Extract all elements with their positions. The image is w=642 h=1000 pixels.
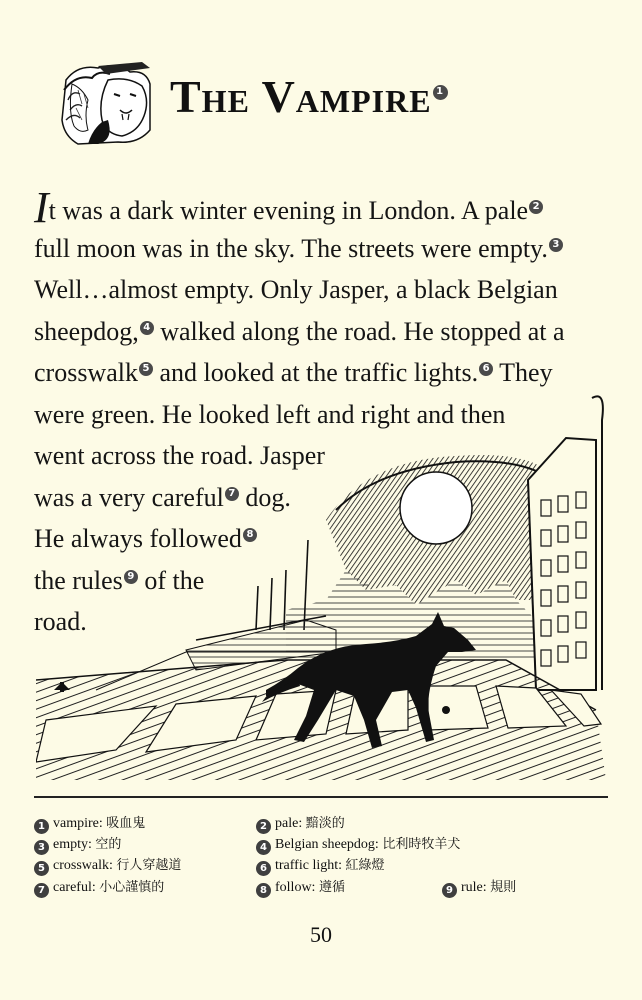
story-text-segment: road. bbox=[34, 607, 87, 636]
footnote-item bbox=[442, 876, 516, 898]
footnote-number: 6 bbox=[256, 861, 271, 876]
footnote-term: rule: bbox=[461, 880, 487, 895]
footnote-item bbox=[256, 812, 345, 834]
chapter-title-text: The Vampire bbox=[170, 71, 432, 122]
footnote-translation: 紅綠燈 bbox=[345, 858, 385, 873]
story-line bbox=[34, 311, 614, 353]
drop-cap: I bbox=[34, 183, 49, 232]
footnote-marker: 9 bbox=[124, 570, 138, 584]
story-text-segment: was a very careful bbox=[34, 482, 224, 512]
footnote-marker: 3 bbox=[549, 238, 563, 252]
footnote-number: 2 bbox=[256, 819, 271, 834]
story-text-segment: full moon was in the sky. The streets were empty. bbox=[34, 233, 548, 263]
footnote-number: 1 bbox=[34, 819, 49, 834]
footnote-item bbox=[256, 833, 460, 855]
story-text-segment: the rules bbox=[34, 565, 123, 595]
footnote-marker: 7 bbox=[225, 487, 239, 501]
footnote-translation: 比利時牧羊犬 bbox=[382, 837, 461, 852]
story-text-segment: sheepdog, bbox=[34, 316, 139, 346]
story-text-segment: dog. bbox=[238, 482, 291, 512]
footnote-term: traffic light: bbox=[275, 858, 342, 873]
story-text-segment: t was a dark winter evening in London. A pale bbox=[48, 196, 529, 225]
footnote-translation: 遵循 bbox=[318, 880, 345, 895]
footnote-marker: 5 bbox=[139, 362, 153, 376]
footnote-translation: 吸血鬼 bbox=[106, 816, 146, 831]
footnote-term: vampire: bbox=[53, 816, 103, 831]
story-text-segment: crosswalk bbox=[34, 358, 138, 387]
story-line bbox=[34, 269, 614, 311]
footnote-translation: 行人穿越道 bbox=[116, 858, 182, 873]
footnote-term: follow: bbox=[275, 880, 316, 895]
footnote-number: 4 bbox=[256, 840, 271, 855]
dog-crosswalk-illustration bbox=[36, 390, 606, 780]
story-line bbox=[34, 228, 614, 270]
footnote-term: pale: bbox=[275, 816, 303, 831]
story-text-segment: and looked at the traffic lights. bbox=[152, 358, 479, 387]
story-text-segment: They bbox=[493, 358, 553, 387]
footnote-item bbox=[34, 812, 145, 834]
story-text-segment: walked along the road. He stopped at a bbox=[153, 316, 565, 346]
footnote-number: 9 bbox=[442, 883, 457, 898]
footnote-translation: 空的 bbox=[95, 837, 122, 852]
footnote-number: 7 bbox=[34, 883, 49, 898]
chapter-title bbox=[170, 70, 448, 123]
footnote-term: crosswalk: bbox=[53, 858, 113, 873]
story-line bbox=[34, 183, 614, 232]
story-text-segment: Well…almost empty. Only Jasper, a black Belgian bbox=[34, 275, 558, 304]
footnote-translation: 規則 bbox=[490, 880, 517, 895]
vampire-portrait-illustration bbox=[58, 60, 154, 146]
footnote-translation: 小心謹慎的 bbox=[99, 880, 165, 895]
footnote-marker: 1 bbox=[433, 85, 448, 100]
footnote-term: Belgian sheepdog: bbox=[275, 837, 379, 852]
footnote-number: 3 bbox=[34, 840, 49, 855]
footnote-item bbox=[34, 833, 121, 855]
story-text-segment: went across the road. Jasper bbox=[34, 441, 325, 470]
footnote-item bbox=[34, 876, 164, 898]
footnote-number: 8 bbox=[256, 883, 271, 898]
story-text-segment: He always followed bbox=[34, 524, 242, 553]
footnote-item bbox=[256, 854, 385, 876]
footnote-translation: 黯淡的 bbox=[305, 816, 345, 831]
story-text-segment: were green. He looked left and right and then bbox=[34, 399, 506, 429]
footnote-marker: 2 bbox=[529, 200, 543, 214]
footnote-term: careful: bbox=[53, 880, 96, 895]
footnote-marker: 8 bbox=[243, 528, 257, 542]
footnote-term: empty: bbox=[53, 837, 92, 852]
story-line bbox=[34, 352, 614, 394]
footnote-marker: 6 bbox=[479, 362, 493, 376]
footnote-marker: 4 bbox=[140, 321, 154, 335]
footnote-number: 5 bbox=[34, 861, 49, 876]
footnote-divider bbox=[34, 796, 608, 798]
footnote-item bbox=[256, 876, 345, 898]
page-number: 50 bbox=[310, 922, 332, 947]
story-text-segment: of the bbox=[137, 565, 205, 595]
footnote-item bbox=[34, 854, 181, 876]
